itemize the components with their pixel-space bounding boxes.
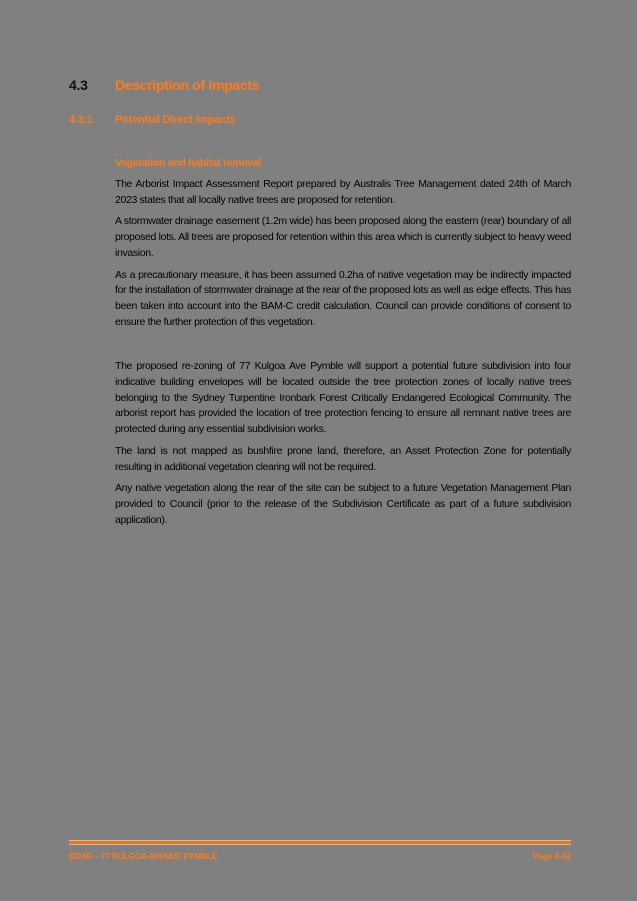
- section-number: 4.3: [69, 77, 88, 93]
- subsection-number: 4.3.1: [69, 114, 93, 126]
- section-title: Description of Impacts: [115, 77, 260, 93]
- footer-divider: [69, 840, 571, 845]
- paragraph-vegetation-management: Any native vegetation along the rear of the site can be subject to a future Vegetation Management Plan provided to Council (prior to the release of the Subdivision Certificate as part of a future subdivision application).: [115, 482, 571, 526]
- footer-page-number: Page A-52: [532, 851, 571, 861]
- subsection-title: Potential Direct Impacts: [115, 114, 236, 126]
- paragraph-rezoning: The proposed re-zoning of 77 Kulgoa Ave Pymble will support a potential future subdivision into four indicative building envelopes will be located outside the tree protection zones of locally native trees belonging to the Sydney Turpentine Ironbark Forest Critically Endangered Ecological Community. The arborist report has provided the location of tree protection fencing to ensure all remnant native trees are protected during any essential subdivision works.: [115, 360, 571, 436]
- body-content: [115, 157, 571, 534]
- subheading-vegetation: Vegetation and habitat removal: [115, 157, 262, 169]
- paragraph-precautionary-measure: As a precautionary measure, it has been assumed 0.2ha of native vegetation may be indirectly impacted for the installation of stormwater drainage at the rear of the proposed lots as well as edge effects. This has been taken into account into the BAM-C credit calculation. Council can provide conditions of consent to ensure the further protection of this vegetation.: [115, 268, 571, 328]
- paragraph-bushfire: The land is not mapped as bushfire prone land, therefore, an Asset Protection Zone for potentially resulting in additional vegetation clearing will not be required.: [115, 444, 571, 473]
- spacer: [115, 336, 571, 359]
- paragraph-arborist-report: The Arborist Impact Assessment Report prepared by Australis Tree Management dated 24th of March 2023 states that all locally native trees are proposed for retention.: [115, 178, 571, 206]
- footer-document-title: BDAR – 77 KULGOA AVENUE PYMBLE: [69, 851, 217, 861]
- paragraph-stormwater-easement: A stormwater drainage easement (1.2m wide) has been proposed along the eastern (rear) boundary of all proposed lots. All trees are proposed for retention within this area which is currently subject to heavy weed invasion.: [115, 215, 571, 259]
